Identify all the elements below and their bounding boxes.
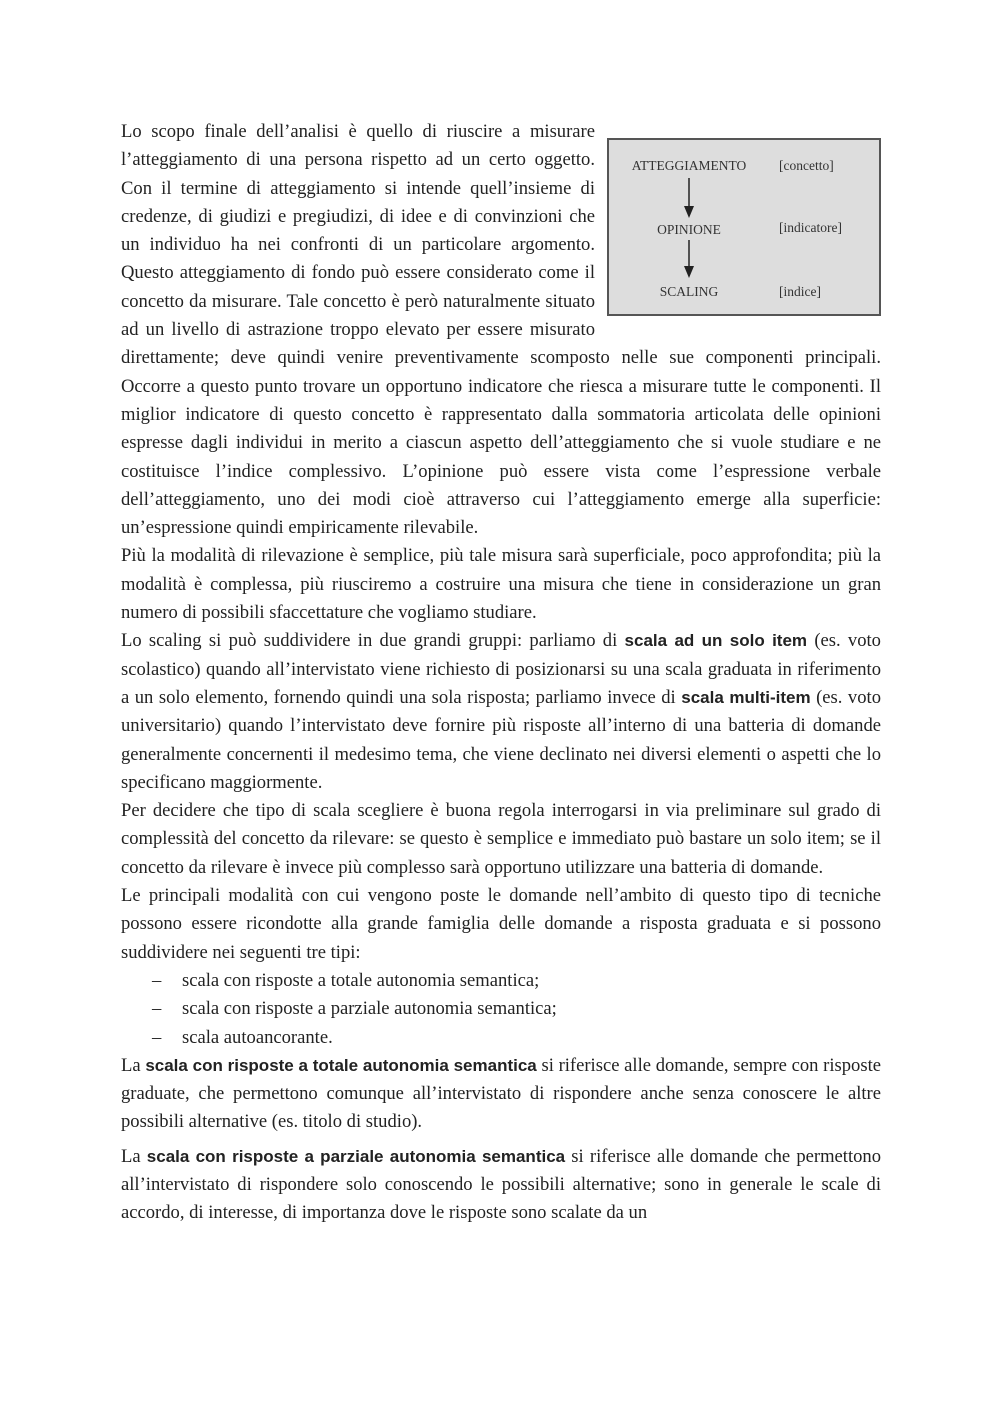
list-item: – scala autoancorante. — [152, 1024, 881, 1052]
diagram-label-opinione: OPINIONE — [657, 222, 721, 237]
body-text — [121, 118, 881, 1228]
paragraph-scaling-groups: Lo scaling si può suddividere in due grandi gruppi: parliamo di scala ad un solo item (es. voto scolastico) quando all’intervistato viene richiesto di posizionarsi su una scala graduata in riferimento a un solo elemento, fornendo quindi una sola risposta; parliamo invece di scala multi-item (es. voto universitario) quando l’intervistato deve fornire più risposte all’interno di una batteria di domande generalmente concernenti il medesimo tema, che viene declinato nei diversi elementi o aspetti che lo specificano maggiormente. — [121, 630, 881, 793]
paragraph-detection: Più la modalità di rilevazione è semplice, più tale misura sarà superficiale, poco approfondita; più la modalità è complessa, più riusciremo a costruire una misura che tiene in considerazione un gran numero di possibili sfaccettature che vogliamo studiare. — [121, 545, 881, 624]
list-item: – scala con risposte a parziale autonomia semantica; — [152, 995, 881, 1023]
list-item: – scala con risposte a totale autonomia semantica; — [152, 967, 881, 995]
paragraph-modalities: Le principali modalità con cui vengono poste le domande nell’ambito di questo tipo di tecniche possono essere ricondotte alla grande famiglia delle domande a risposta graduata e si possono suddividere nei seguenti tre tipi: — [121, 885, 881, 963]
diagram-label-scaling: SCALING — [659, 284, 719, 299]
term-total-autonomy: scala con risposte a totale autonomia semantica — [145, 1055, 537, 1075]
paragraph-attitude: Lo scopo finale dell’analisi è quello di riuscire a misurare l’atteggiamento di una persona rispetto ad un certo oggetto. Con il termine di atteggiamento si intende quell’insieme di credenze, di giudizi e pregiudizi, di idee e di convinzioni che un individuo ha nei confronti di un particolare argomento. Questo atteggiamento di fondo può essere considerato come il concetto da misurare. Tale concetto è però naturalmente situato ad un livello di astrazione troppo elevato per essere misurato direttamente; deve quindi venire preventivamente scomposto nelle sue componenti principali. Occorre a questo punto trovare un opportuno indicatore che riesca a misurare tutte le componenti. Il miglior indicatore di questo concetto è rappresentato dalla sommatoria articolata delle opinioni espresse dagli individui in merito a ciascun aspetto dell’atteggiamento che si vuole studiare e ne costituisce l’indice complessivo. L’opinione può essere vista come l’espressione verbale dell’atteggiamento, uno dei modi cioè attraverso cui l’atteggiamento emerge alla superficie: un’espressione quindi empiricamente rilevabile. — [121, 121, 881, 539]
down-arrow-icon — [681, 238, 697, 282]
diagram-label-atteggiamento: ATTEGGIAMENTO — [631, 158, 747, 173]
paragraph-total-autonomy: La scala con risposte a totale autonomia semantica si riferisce alle domande, sempre con risposte graduate, che permettono comunque all’intervistato di rispondere anche senza conoscere le altre possibili alternative (es. titolo di studio). — [121, 1054, 881, 1133]
paragraph-partial-autonomy: La scala con risposte a parziale autonomia semantica si riferisce alle domande che permettono all’intervistato di rispondere solo conoscendo le possibili alternative; sono in generale le scale di accordo, di interesse, di importanza dove le risposte sono scalate da un — [121, 1145, 882, 1224]
down-arrow-icon — [681, 176, 697, 220]
diagram-tag-concetto: [concetto] — [779, 158, 834, 173]
term-single-item: scala ad un solo item — [624, 631, 808, 651]
term-multi-item: scala multi-item — [681, 687, 811, 707]
paragraph-choose-scale: Per decidere che tipo di scala scegliere è buona regola interrogarsi in via preliminare sul grado di complessità del concetto da rilevare: se questo è semplice e immediato può bastare un solo item; se il concetto da rilevare è invece più complesso sarà opportuno utilizzare una batteria di domande. — [121, 800, 881, 878]
attitude-diagram — [607, 138, 881, 316]
term-partial-autonomy: scala con risposte a parziale autonomia semantica — [146, 1146, 566, 1166]
scale-types-list — [121, 967, 881, 1052]
diagram-tag-indicatore: [indicatore] — [779, 220, 842, 235]
diagram-tag-indice: [indice] — [779, 284, 821, 299]
